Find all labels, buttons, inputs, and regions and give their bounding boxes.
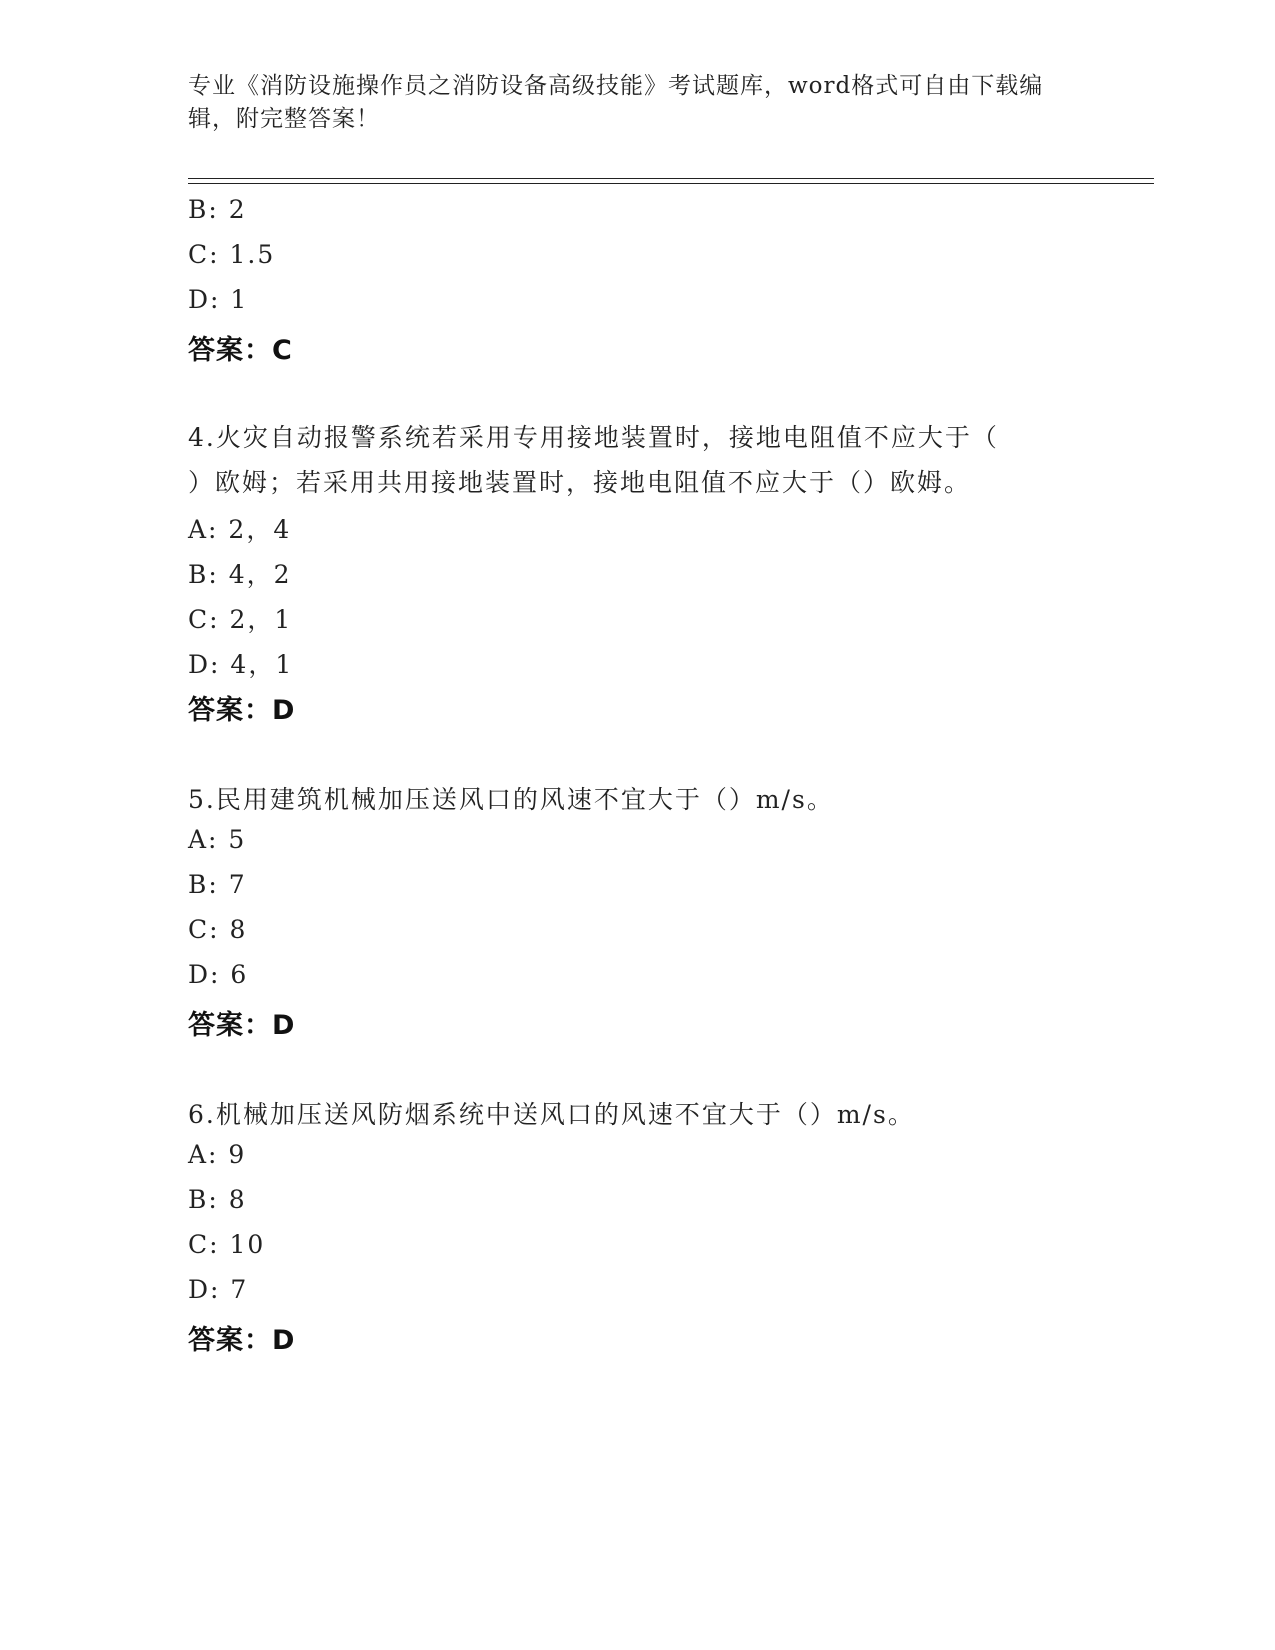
q5-option-a: A: 5 bbox=[188, 825, 247, 854]
q3-option-b: B: 2 bbox=[188, 195, 247, 224]
q4-option-b: B: 4，2 bbox=[188, 560, 292, 589]
q5-answer: 答案：D bbox=[188, 1010, 296, 1041]
q6-answer: 答案：D bbox=[188, 1325, 296, 1356]
q3-option-c: C: 1.5 bbox=[188, 240, 276, 269]
q4-stem-line-1: 4.火灾自动报警系统若采用专用接地装置时，接地电阻值不应大于（ bbox=[188, 423, 999, 452]
q4-option-a: A: 2，4 bbox=[188, 515, 292, 544]
document-header bbox=[188, 70, 1088, 136]
q6-option-b: B: 8 bbox=[188, 1185, 247, 1214]
q4-option-c: C: 2，1 bbox=[188, 605, 293, 634]
q5-option-d: D: 6 bbox=[188, 960, 249, 989]
header-line-1: 专业《消防设施操作员之消防设备高级技能》考试题库，word格式可自由下载编 bbox=[188, 73, 1044, 99]
q3-answer: 答案：C bbox=[188, 335, 293, 366]
q6-option-c: C: 10 bbox=[188, 1230, 266, 1259]
q6-option-d: D: 7 bbox=[188, 1275, 249, 1304]
q4-option-d: D: 4，1 bbox=[188, 650, 294, 679]
q3-option-d: D: 1 bbox=[188, 285, 249, 314]
q6-stem: 6.机械加压送风防烟系统中送风口的风速不宜大于（）m/s。 bbox=[188, 1100, 915, 1129]
header-divider-bottom bbox=[188, 183, 1154, 184]
q5-option-c: C: 8 bbox=[188, 915, 248, 944]
header-divider-top bbox=[188, 178, 1154, 179]
q5-stem: 5.民用建筑机械加压送风口的风速不宜大于（）m/s。 bbox=[188, 785, 834, 814]
header-line-2: 辑，附完整答案！ bbox=[188, 106, 380, 132]
q5-option-b: B: 7 bbox=[188, 870, 247, 899]
q4-answer: 答案：D bbox=[188, 695, 296, 726]
q4-stem-line-2: ）欧姆；若采用共用接地装置时，接地电阻值不应大于（）欧姆。 bbox=[188, 468, 972, 497]
q6-option-a: A: 9 bbox=[188, 1140, 247, 1169]
